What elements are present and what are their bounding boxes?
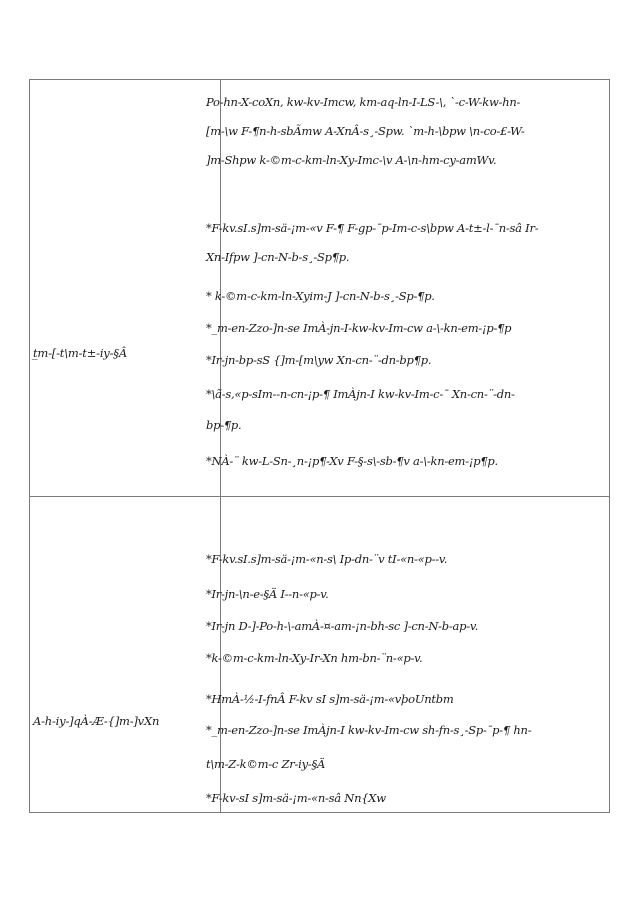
row1-line: *_m-en-Zzo-]n-se ImÀ-jn-I-kw-kv-Im-cw a-\-kn-em-¡p-¶p	[206, 321, 512, 335]
row1-line: *NÀ-¨ kw-L-Sn-¸n-¡p¶-Xv F-§-s\-sb-¶v a-\-kn-em-¡p¶p.	[206, 454, 498, 468]
row1-line: Po-hn-X-coXn, kw-kv-Imcw, km-aq-ln-I-LS-\, `-c-W-kw-hn-	[206, 95, 521, 109]
row1-line: ]m-Shpw k-©m-c-km-ln-Xy-Imc-\v A-\n-hm-cy-amWv.	[206, 153, 497, 167]
row1-line: *\ã-s,«p-sIm--n-cn-¡p-¶ ImÀjn-I kw-kv-Im-c-¯ Xn-cn-¨-dn-	[206, 387, 515, 401]
row2-line: *k-©m-c-km-ln-Xy-Ir-Xn hm-bn-¨n-«p-v.	[206, 651, 423, 665]
row2-line: *F-kv-sI s]m-sä-¡m-«n-sâ Nn{Xw	[206, 791, 386, 805]
row2-line: *_m-en-Zzo-]n-se ImÀjn-I kw-kv-Im-cw sh-fn-s¸-Sp-¯p-¶ hn-	[206, 723, 532, 737]
row2-line: *F-kv.sI.s]m-sä-¡m-«n-s\ Ip-dn-¨v tI-«n-«p--v.	[206, 552, 448, 566]
row2-line: t\m-Z-k©m-c Zr-iy-§Ä	[206, 757, 326, 771]
row1-line: *Ir-jn-bp-sS {]m-[m\yw Xn-cn-¨-dn-bp¶p.	[206, 353, 432, 367]
row1-line: [m-\w F-¶n-h-sbÃmw A-XnÂ-s¸-Spw. `m-h-\bpw \n-co-£-W-	[206, 124, 525, 138]
row1-line: Xn-Ifpw ]-cn-N-b-s¸-Sp¶p.	[206, 250, 350, 264]
row1-line: * k-©m-c-km-ln-Xyim-J ]-cn-N-b-s¸-Sp-¶p.	[206, 289, 435, 303]
row2-label: A-h-iy-]qÀ-Æ-{]m-]vXn	[33, 714, 160, 728]
row1-line: *F-kv.sI.s]m-sä-¡m-«v F-¶ F-gp-¯p-Im-c-s\bpw A-t±-l-¯n-sâ Ir-	[206, 221, 539, 235]
row2-line: *Ir-jn D-]-Po-h-\-amÀ-¤-am-¡n-bh-sc ]-cn-N-b-ap-v.	[206, 619, 479, 633]
row-divider	[30, 496, 609, 497]
row1-line: bp-¶p.	[206, 418, 242, 432]
row2-line: *HmÀ-½-I-fnÂ F-kv sI s]m-sä-¡m-«vþoUntbm	[206, 692, 454, 706]
row2-line: *Ir-jn-\n-e-§Ä I--n-«p-v.	[206, 587, 329, 601]
row1-label: t̲m-[-t\m-t±-iy-§Â	[33, 346, 127, 360]
